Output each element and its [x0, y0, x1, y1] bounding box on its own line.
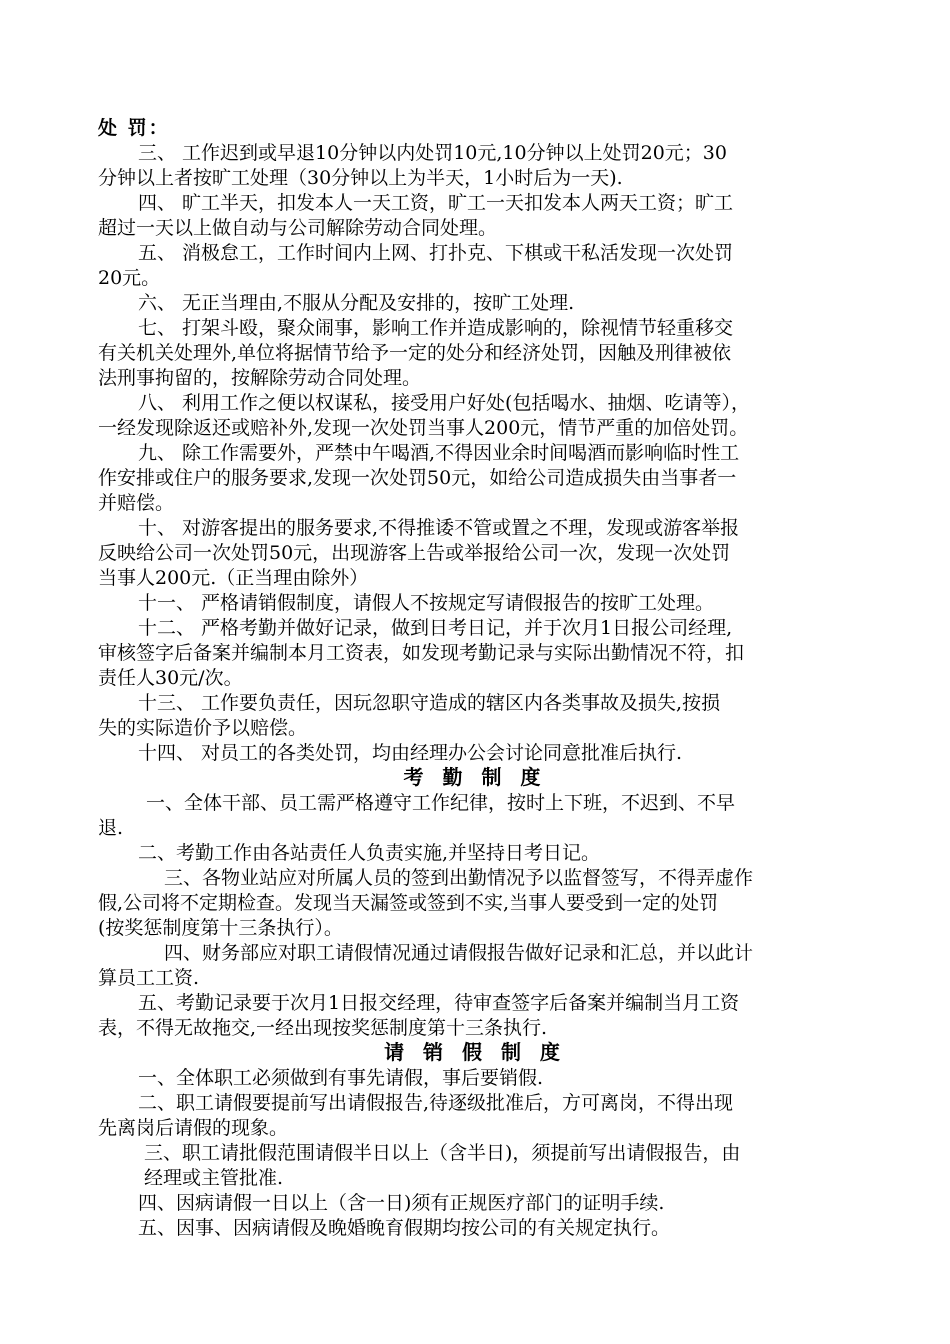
- penalty-line: 八、 利用工作之便以权谋私，接受用户好处(包括喝水、抽烟、吃请等），: [138, 392, 750, 414]
- attendance-line: 一、全体干部、员工需严格遵守工作纪律，按时上下班，不迟到、不早: [146, 792, 736, 814]
- attendance-line: 退.: [98, 817, 124, 839]
- penalty-line: 十二、 严格考勤并做好记录，做到日考日记，并于次月1日报公司经理,: [138, 617, 733, 639]
- leave-line: 二、职工请假要提前写出请假报告,待逐级批准后，方可离岗，不得出现: [138, 1092, 734, 1114]
- leave-line: 五、因事、因病请假及晚婚晚育假期均按公司的有关规定执行。: [138, 1217, 671, 1239]
- penalty-line: 当事人200元.（正当理由除外）: [98, 567, 369, 589]
- penalty-line: 审核签字后备案并编制本月工资表，如发现考勤记录与实际出勤情况不符，扣: [98, 642, 745, 664]
- attendance-line: 算员工工资.: [98, 967, 200, 989]
- leave-line: 三、职工请批假范围请假半日以上（含半日)，须提前写出请假报告，由: [144, 1142, 741, 1164]
- penalty-line: 五、 消极怠工，工作时间内上网、打扑克、下棋或干私活发现一次处罚: [138, 242, 734, 264]
- attendance-heading: 考 勤 制 度: [403, 765, 547, 789]
- attendance-line: 表，不得无故拖交,一经出现按奖惩制度第十三条执行.: [98, 1017, 548, 1039]
- penalty-line: 六、 无正当理由,不服从分配及安排的，按旷工处理.: [138, 292, 575, 314]
- penalty-line: 一经发现除返还或赔补外,发现一次处罚当事人200元，情节严重的加倍处罚。: [98, 417, 749, 439]
- leave-heading: 请 销 假 制 度: [384, 1040, 566, 1064]
- penalty-line: 分钟以上者按旷工处理（30分钟以上为半天，1小时后为一天).: [98, 167, 623, 189]
- attendance-line: 五、考勤记录要于次月1日报交经理，待审查签字后备案并编制当月工资: [138, 992, 740, 1014]
- leave-line: 先离岗后请假的现象。: [98, 1117, 289, 1139]
- attendance-line: 二、考勤工作由各站责任人负责实施,并坚持日考日记。: [138, 842, 601, 864]
- attendance-line: (按奖惩制度第十三条执行）。: [98, 917, 343, 939]
- penalty-line: 20元。: [98, 267, 161, 289]
- penalty-line: 十四、 对员工的各类处罚，均由经理办公会讨论同意批准后执行.: [138, 742, 683, 764]
- penalty-line: 七、 打架斗殴，聚众闹事，影响工作并造成影响的，除视情节轻重移交: [138, 317, 734, 339]
- attendance-line: 四、财务部应对职工请假情况通过请假报告做好记录和汇总，并以此计: [164, 942, 754, 964]
- penalty-line: 九、 除工作需要外，严禁中午喝酒,不得因业余时间喝酒而影响临时性工: [138, 442, 740, 464]
- penalty-line: 失的实际造价予以赔偿。: [98, 717, 308, 739]
- penalty-line: 十、 对游客提出的服务要求,不得推诿不管或置之不理，发现或游客举报: [138, 517, 740, 539]
- penalty-line: 三、 工作迟到或早退10分钟以内处罚10元,10分钟以上处罚20元；30: [138, 142, 727, 164]
- attendance-line: 假,公司将不定期检查。发现当天漏签或签到不实,当事人要受到一定的处罚: [98, 892, 719, 914]
- penalty-line: 责任人30元/次。: [98, 667, 243, 689]
- penalty-line: 十一、 严格请销假制度，请假人不按规定写请假报告的按旷工处理。: [138, 592, 715, 614]
- penalty-line: 反映给公司一次处罚50元，出现游客上告或举报给公司一次，发现一次处罚: [98, 542, 731, 564]
- penalty-title: 处 罚：: [98, 117, 170, 139]
- penalty-line: 作安排或住户的服务要求,发现一次处罚50元，如给公司造成损失由当事者一: [98, 467, 737, 489]
- penalty-line: 超过一天以上做自动与公司解除劳动合同处理。: [98, 217, 498, 239]
- leave-line: 四、因病请假一日以上（含一日)须有正规医疗部门的证明手续.: [138, 1192, 665, 1214]
- penalty-line: 十三、 工作要负责任，因玩忽职守造成的辖区内各类事故及损失,按损: [138, 692, 721, 714]
- leave-line: 经理或主管批准.: [144, 1167, 284, 1189]
- attendance-line: 三、各物业站应对所属人员的签到出勤情况予以监督签写，不得弄虚作: [164, 867, 754, 889]
- penalty-line: 并赔偿。: [98, 492, 175, 514]
- penalty-line: 有关机关处理外,单位将据情节给予一定的处分和经济处罚，因触及刑律被依: [98, 342, 732, 364]
- penalty-line: 法刑事拘留的，按解除劳动合同处理。: [98, 367, 422, 389]
- leave-line: 一、全体职工必须做到有事先请假，事后要销假.: [138, 1067, 544, 1089]
- penalty-line: 四、 旷工半天，扣发本人一天工资，旷工一天扣发本人两天工资；旷工: [138, 192, 734, 214]
